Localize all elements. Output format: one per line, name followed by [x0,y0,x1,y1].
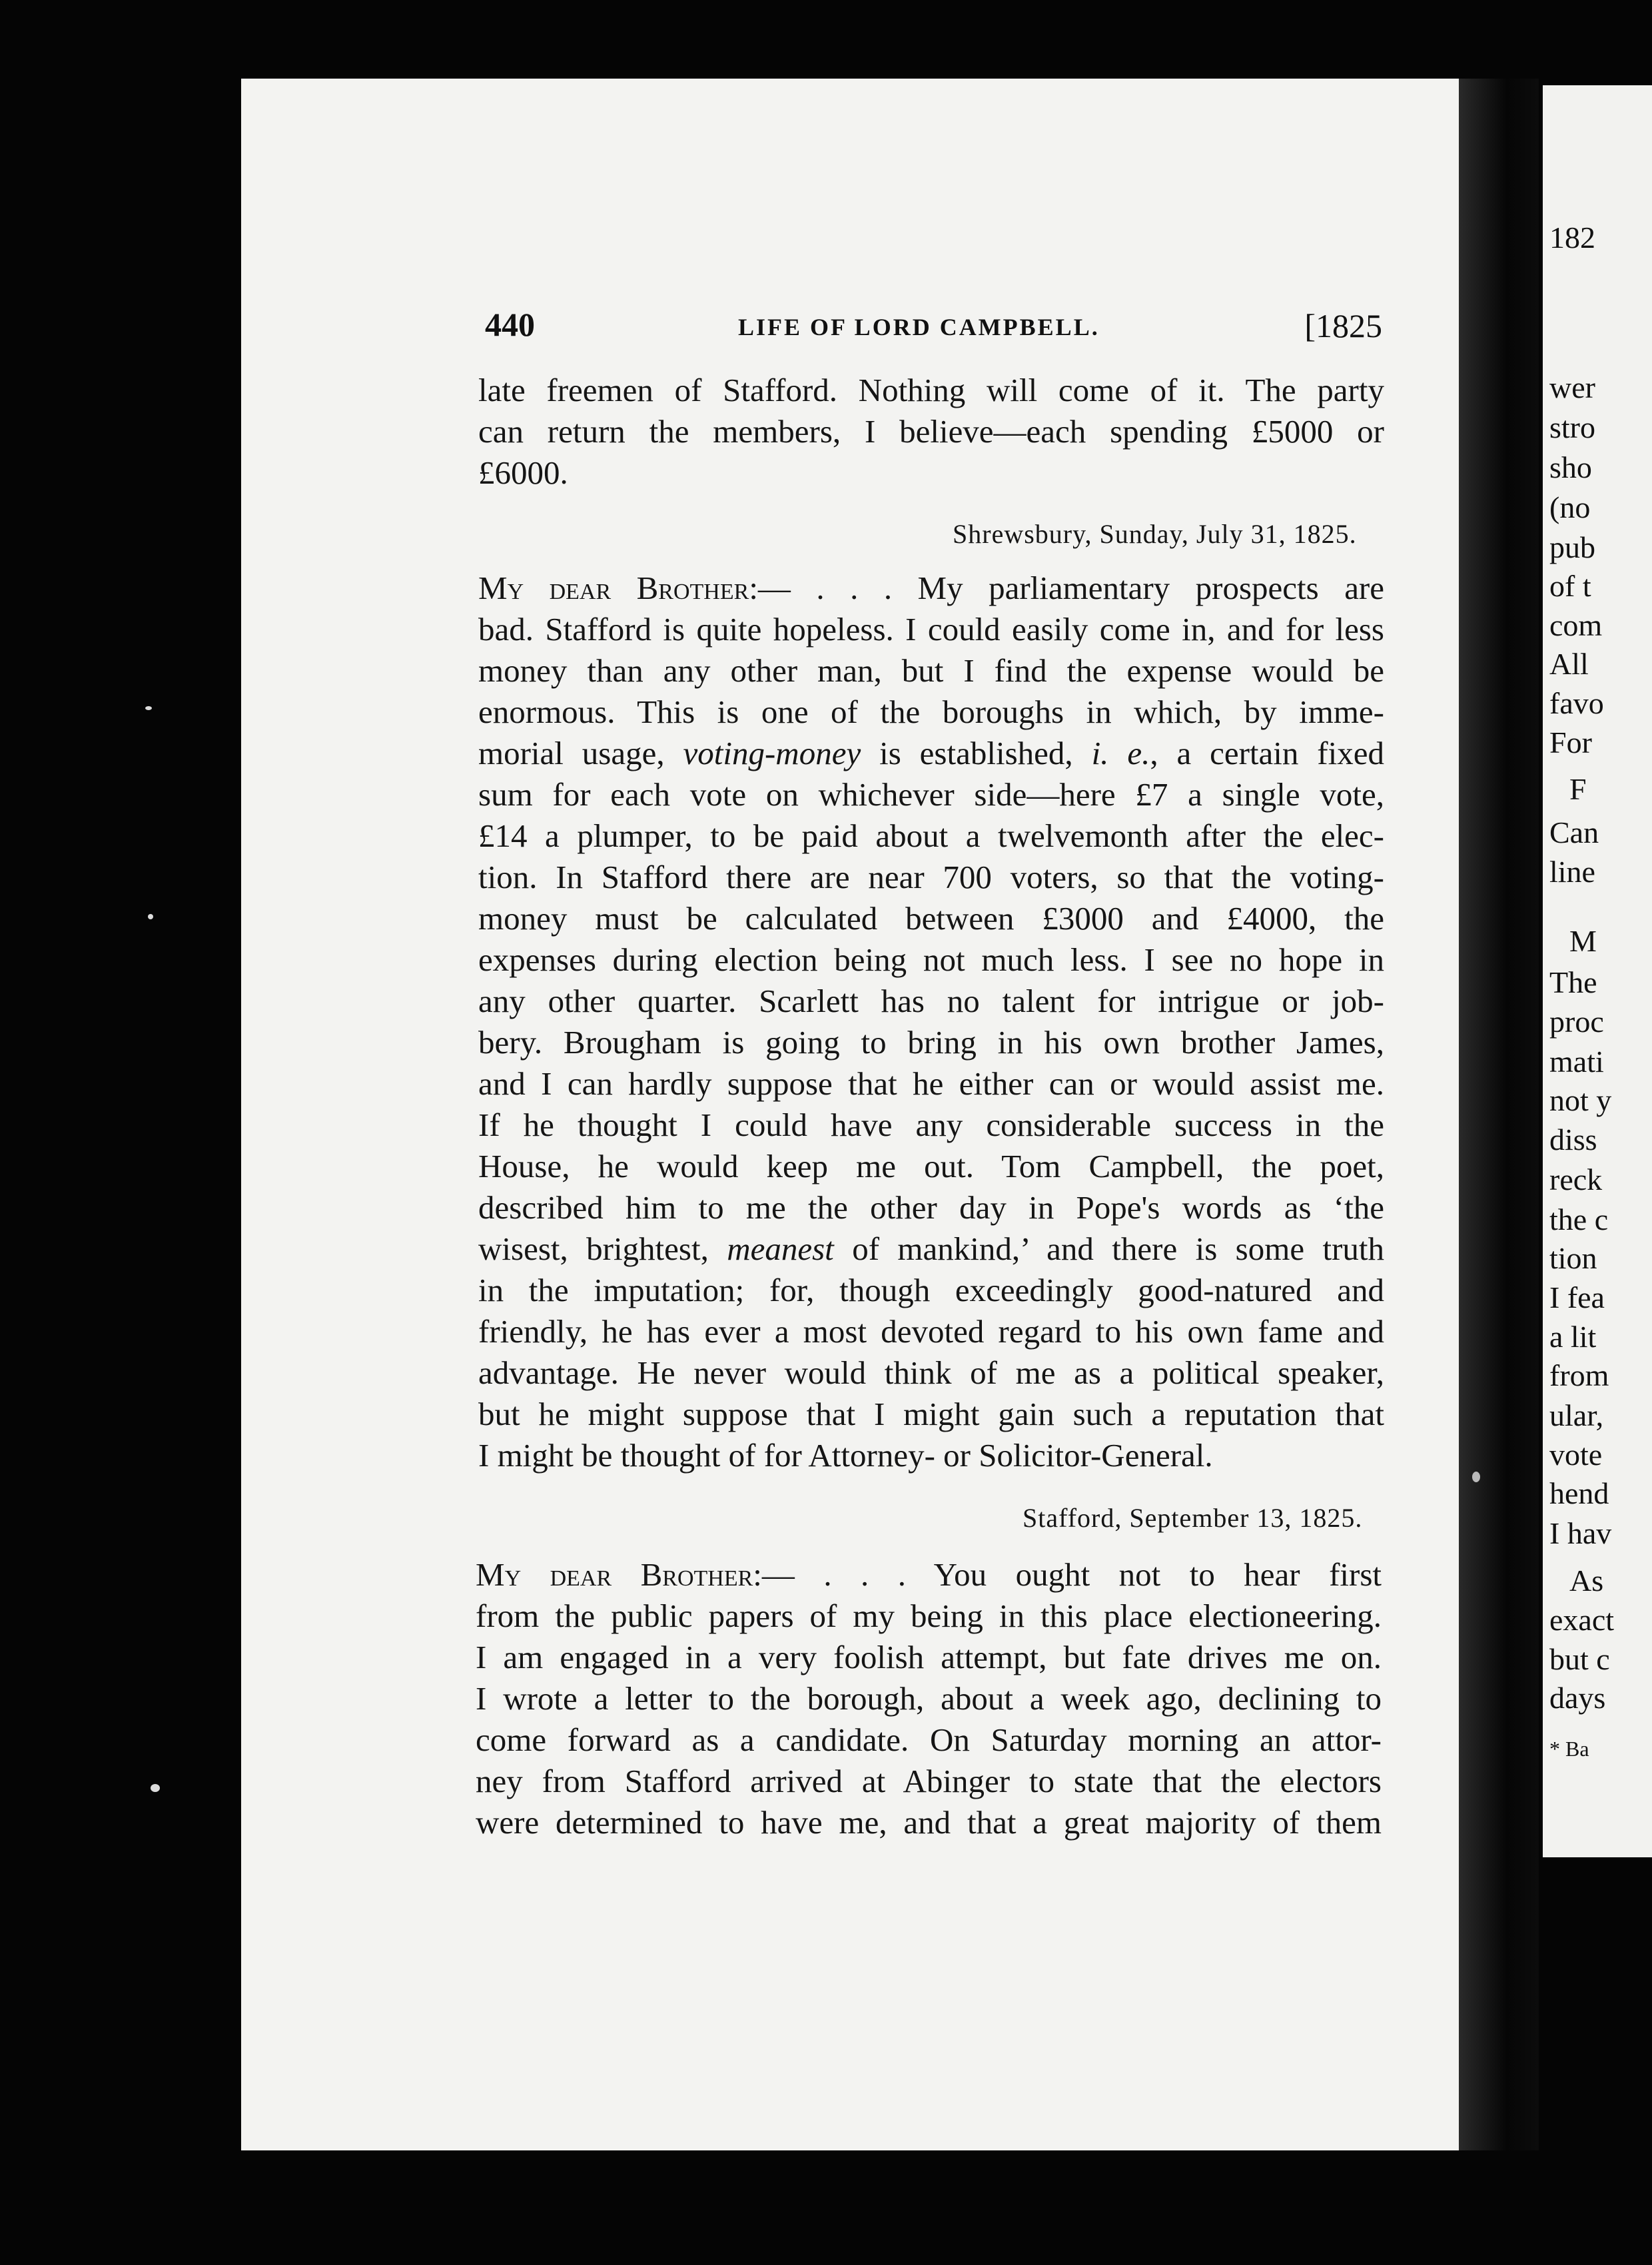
adjacent-page-fragment: I fea [1549,1280,1605,1314]
text-line: morial usage, voting-money is established, i. e., a certain fixed [478,735,1384,771]
adjacent-page-fragment: For [1549,725,1592,759]
text-line: described him to me the other day in Pope's words as ‘the [478,1189,1384,1226]
scan-speck [1472,1472,1480,1482]
text-line: My dear Brother:— . . . My parliamentary prospects are [478,570,1385,606]
text-line: I am engaged in a very foolish attempt, but fate drives me on. [476,1639,1382,1675]
adjacent-page-fragment: exact [1549,1603,1615,1637]
text-line: If he thought I could have any considerable success in the [478,1107,1384,1143]
letter1-body [478,568,1384,1476]
text-line: bad. Stafford is quite hopeless. I could easily come in, and for less [478,611,1384,648]
adjacent-page-fragment: vote [1549,1438,1603,1472]
text-line: and I can hardly suppose that he either can or would assist me. [478,1065,1384,1102]
letter2-body [476,1554,1382,1843]
adjacent-page-fragment: The [1549,965,1597,999]
letter1-dateline: Shrewsbury, Sunday, July 31, 1825. [953,519,1357,549]
text-line: tion. In Stafford there are near 700 voters, so that the voting- [478,859,1384,895]
adjacent-page-fragment: the c [1549,1202,1609,1236]
adjacent-page-fragment: All [1549,647,1589,681]
scan-speck [145,706,152,710]
text-line: friendly, he has ever a most devoted regard to his own fame and [478,1313,1384,1350]
text-line: I might be thought of for Attorney- or Solicitor-General. [478,1437,1213,1474]
text-line: money than any other man, but I find the expense would be [478,652,1384,689]
text-line: My dear Brother:— . . . You ought not to hear first [476,1556,1382,1593]
text-line: House, he would keep me out. Tom Campbell, the poet, [478,1148,1384,1184]
text-line: were determined to have me, and that a great majority of them [476,1804,1382,1841]
text-line: £14 a plumper, to be paid about a twelvemonth after the elec- [478,817,1384,854]
adjacent-page-fragment: mati [1549,1045,1604,1079]
adjacent-page-fragment: favo [1549,686,1604,720]
adjacent-page-edge [1543,85,1652,1857]
adjacent-page-fragment: days [1549,1681,1606,1715]
adjacent-page-fragment: line [1549,855,1595,889]
adjacent-page-fragment: but c [1549,1642,1610,1676]
letter2-dateline: Stafford, September 13, 1825. [1023,1503,1363,1533]
scan-speck [151,1784,160,1792]
text-line: money must be calculated between £3000 and £4000, the [478,900,1384,937]
adjacent-page-fragment: M [1569,924,1597,958]
adjacent-page-fragment: proc [1549,1005,1604,1039]
text-line: any other quarter. Scarlett has no talent for intrigue or job- [478,983,1384,1019]
adjacent-page-fragment: 182 [1549,221,1595,254]
running-year: [1825 [1304,307,1382,344]
adjacent-page-fragment: a lit [1549,1320,1597,1354]
text-line: ney from Stafford arrived at Abinger to state that the electors [476,1763,1382,1799]
adjacent-page-fragment: I hav [1549,1516,1612,1550]
adjacent-page-fragment: of t [1549,569,1591,603]
adjacent-page-fragment: F [1569,772,1587,806]
running-title: LIFE OF LORD CAMPBELL. [738,314,1100,340]
text-line: bery. Brougham is going to bring in his own brother James, [478,1024,1384,1061]
scan-speck [148,914,153,919]
adjacent-page-fragment: com [1549,608,1603,642]
text-line: come forward as a candidate. On Saturday morning an attor- [476,1721,1382,1758]
adjacent-page-fragment: * Ba [1549,1737,1589,1761]
adjacent-page-fragment: from [1549,1358,1609,1392]
adjacent-page-fragment: (no [1549,490,1591,524]
text-line: £6000. [478,454,568,491]
adjacent-page-fragment: tion [1549,1241,1597,1275]
text-line: I wrote a letter to the borough, about a week ago, declining to [476,1680,1382,1717]
text-line: sum for each vote on whichever side—here £7 a single vote, [478,776,1384,813]
adjacent-page-fragment: stro [1549,410,1595,444]
adjacent-page-fragment: hend [1549,1476,1609,1510]
text-line: enormous. This is one of the boroughs in which, by imme- [478,693,1384,730]
book-gutter [1459,79,1539,2150]
adjacent-page-fragment: As [1569,1564,1604,1597]
text-line: expenses during election being not much less. I see no hope in [478,941,1384,978]
adjacent-page-fragment: not y [1549,1083,1612,1117]
adjacent-page-fragment: diss [1549,1123,1597,1156]
text-line: can return the members, I believe—each spending £5000 or [478,413,1384,450]
adjacent-page-fragment: wer [1549,370,1595,404]
adjacent-page-fragment: pub [1549,530,1595,564]
text-line: late freemen of Stafford. Nothing will come of it. The party [478,372,1384,408]
running-head [485,305,1382,352]
text-line: in the imputation; for, though exceedingly good-natured and [478,1272,1384,1308]
adjacent-page-fragment: reck [1549,1162,1603,1196]
text-line: wisest, brightest, meanest of mankind,’ and there is some truth [478,1230,1384,1267]
opening-paragraph [478,370,1384,494]
text-line: advantage. He never would think of me as a political speaker, [478,1354,1384,1391]
adjacent-page-fragment: ular, [1549,1398,1604,1432]
text-line: but he might suppose that I might gain such a reputation that [478,1396,1384,1432]
adjacent-page-fragment: Can [1549,815,1599,849]
adjacent-page-fragment: sho [1549,450,1592,484]
text-line: from the public papers of my being in this place electioneering. [476,1597,1382,1634]
page-number: 440 [485,306,535,343]
